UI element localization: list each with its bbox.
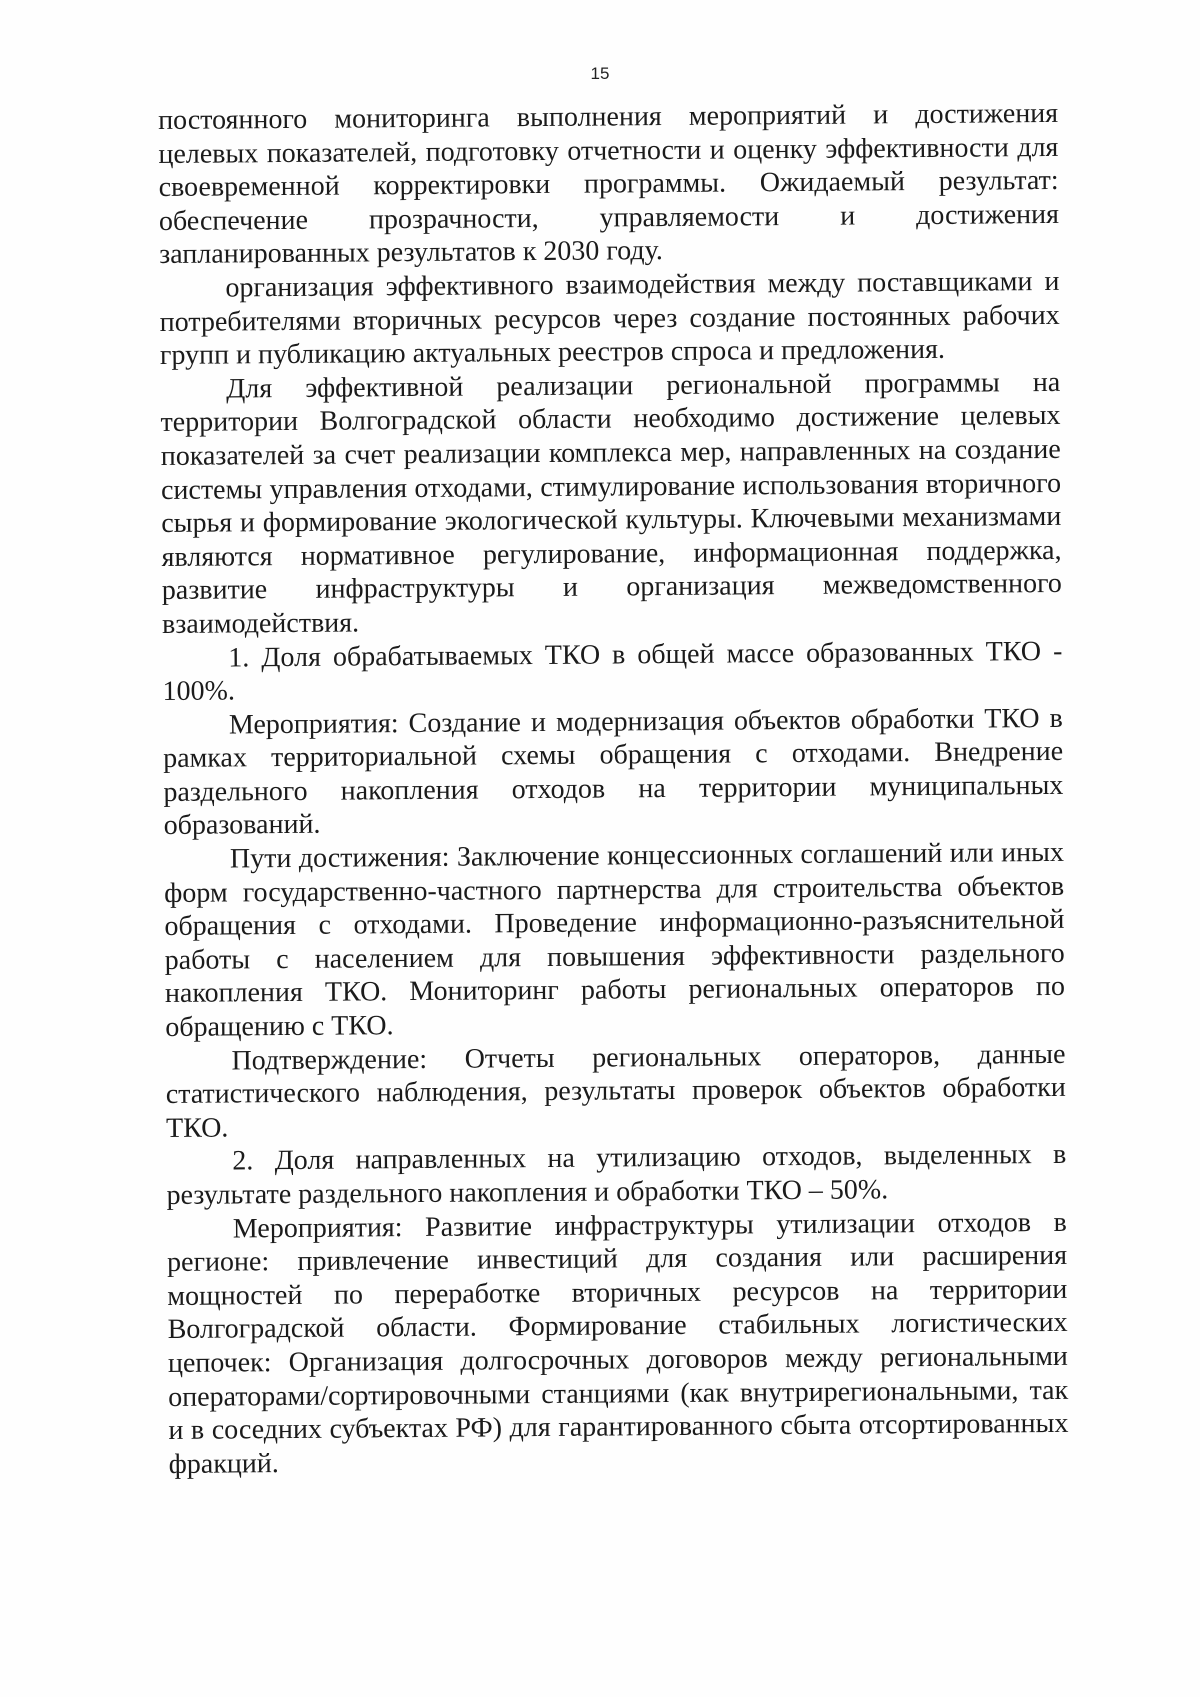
indicator-1-confirmation: Подтверждение: Отчеты региональных операторов, данные статистического наблюдения, результаты проверок объектов обработки ТКО. bbox=[165, 1038, 1066, 1144]
indicator-1-ways: Пути достижения: Заключение концессионных соглашений или иных форм государственно-частного партнерства для строительства объектов обращения с отходами. Проведение информационно-разъяснительной работы с населением для повышения эффективности раздельного накопления ТКО. Мониторинг работы региональных операторов по обращению с ТКО. bbox=[164, 836, 1066, 1044]
indicator-2-heading: 2. Доля направленных на утилизацию отходов, выделенных в результате раздельного накопления и обработки ТКО – 50%. bbox=[166, 1139, 1067, 1211]
indicator-2-measures: Мероприятия: Развитие инфраструктуры утилизации отходов в регионе: привлечение инвестиций для создания или расширения мощностей по переработке вторичных ресурсов на территории Волгоградской области. Формирование стабильных логистических цепочек: Организация долгосрочных договоров между региональными операторами/сортировочными станциями (как внутрирегиональными, так и в соседних субъектах РФ) для гарантированного сбыта отсортированных фракций. bbox=[166, 1206, 1069, 1480]
paragraph-program-implementation: Для эффективной реализации региональной программы на территории Волгоградской области необходимо достижение целевых показателей за счет реализации комплекса мер, направленных на создание системы управления отходами, стимулирование использования вторичного сырья и формирование экологической культуры. Ключевыми механизмами являются нормативное регулирование, информационная поддержка, развитие инфраструктуры и организация межведомственного взаимодействия. bbox=[160, 366, 1062, 640]
document-body bbox=[158, 97, 1069, 1481]
page-number: 15 bbox=[590, 64, 610, 83]
paragraph-cooperation: организация эффективного взаимодействия между поставщиками и потребителями вторичных ресурсов через создание постоянных рабочих групп и публикацию актуальных реестров спроса и предложения. bbox=[159, 265, 1060, 372]
indicator-1-measures: Мероприятия: Создание и модернизация объектов обработки ТКО в рамках территориальной схемы обращения с отходами. Внедрение раздельного накопления отходов на территории муниципальных образований. bbox=[163, 702, 1064, 842]
indicator-1-heading: 1. Доля обрабатываемых ТКО в общей массе образованных ТКО - 100%. bbox=[162, 635, 1063, 708]
paragraph-monitoring: постоянного мониторинга выполнения мероприятий и достижения целевых показателей, подготовку отчетности и оценку эффективности для своевременной корректировки программы. Ожидаемый результат: обеспечение прозрачности, управляемости и достижения запланированных результатов к 2030 году. bbox=[158, 97, 1060, 271]
